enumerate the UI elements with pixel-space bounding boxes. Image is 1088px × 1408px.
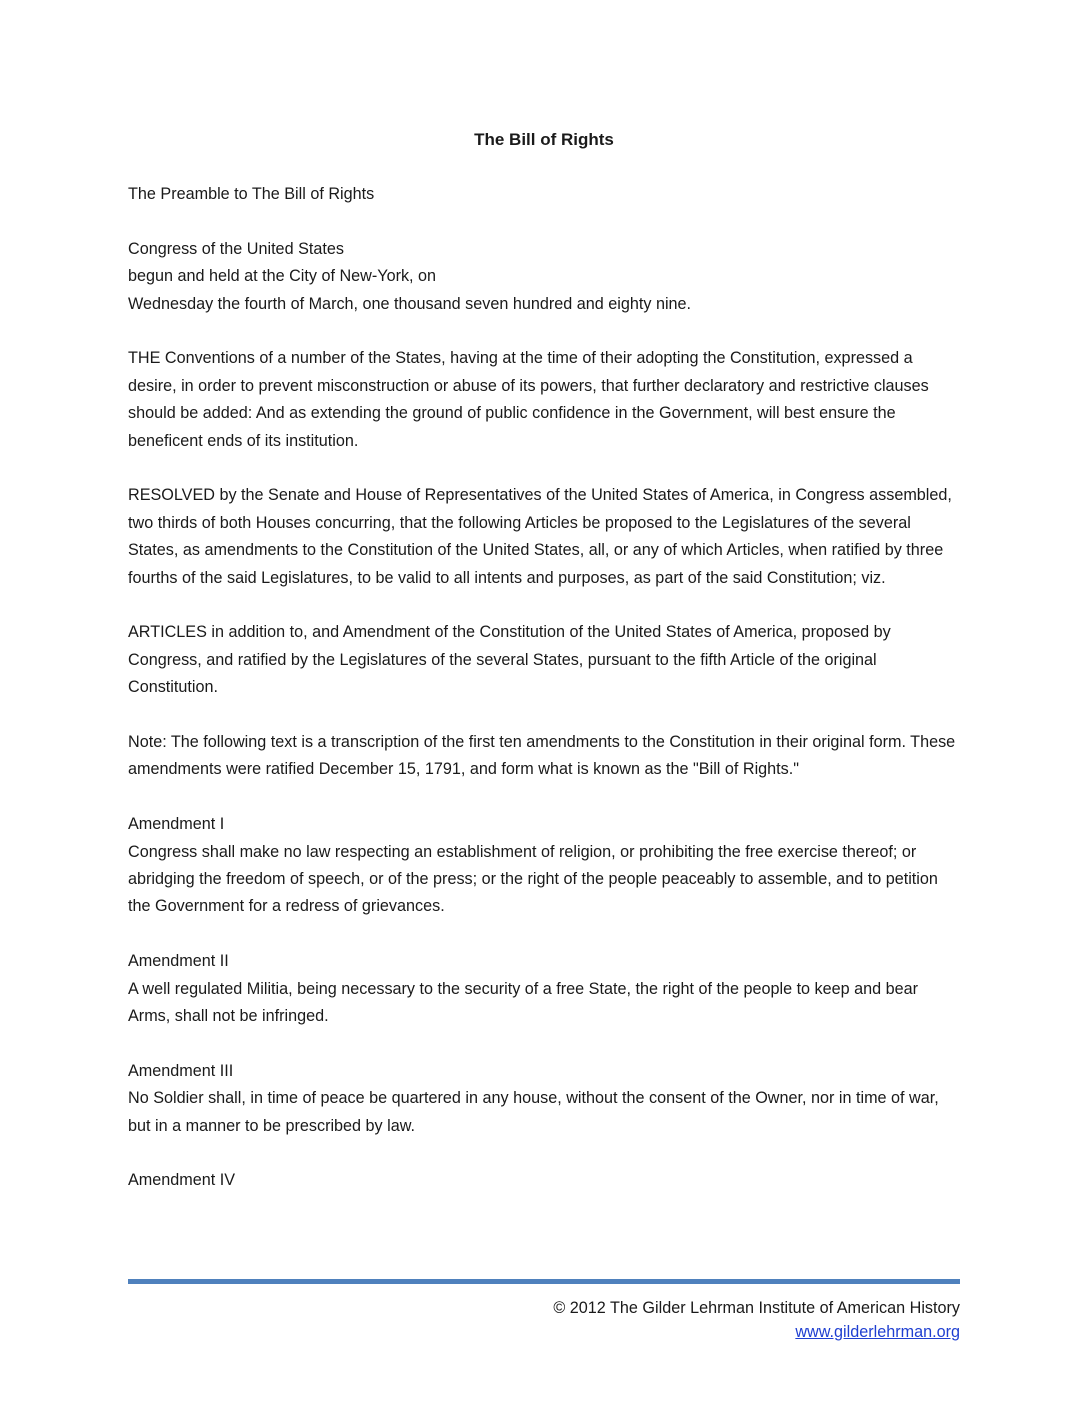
congress-line: Congress of the United States bbox=[128, 239, 344, 258]
congress-line: Wednesday the fourth of March, one thousand seven hundred and eighty nine. bbox=[128, 294, 692, 313]
amendment-block bbox=[128, 948, 960, 1030]
conventions-paragraph: THE Conventions of a number of the States, having at the time of their adopting the Constitution, expressed a desire, in order to prevent misconstruction or abuse of its powers, that further declaratory and restrictive clauses should be added: And as extending the ground of public confidence in the Government, will best ensure the beneficent ends of its institution. bbox=[128, 349, 929, 450]
congress-line: begun and held at the City of New-York, on bbox=[128, 267, 437, 286]
website-link[interactable]: www.gilderlehrman.org bbox=[795, 1323, 960, 1341]
footer-rule bbox=[128, 1279, 960, 1284]
amendment-text: A well regulated Militia, being necessary to the security of a free State, the right of the people to keep and bear Arms, shall not be infringed. bbox=[128, 979, 919, 1026]
note-paragraph: Note: The following text is a transcription of the first ten amendments to the Constitution in their original form. These amendments were ratified December 15, 1791, and form what is known as the "Bill of Rights." bbox=[128, 733, 956, 779]
document-body bbox=[128, 181, 960, 1222]
page-footer bbox=[553, 1296, 960, 1344]
document-title: The Bill of Rights bbox=[474, 130, 614, 149]
congress-block bbox=[128, 236, 960, 318]
document-page bbox=[128, 0, 960, 1408]
amendment-text: No Soldier shall, in time of peace be quartered in any house, without the consent of the Owner, nor in time of war, but in a manner to be prescribed by law. bbox=[128, 1089, 939, 1135]
preamble-heading: The Preamble to The Bill of Rights bbox=[128, 185, 375, 203]
amendment-heading: Amendment III bbox=[128, 1061, 234, 1080]
amendment-block bbox=[128, 811, 960, 921]
amendment-block bbox=[128, 1058, 960, 1140]
amendment-block bbox=[128, 1167, 960, 1194]
amendment-heading: Amendment II bbox=[128, 952, 229, 971]
resolved-paragraph: RESOLVED by the Senate and House of Representatives of the United States of America, in Congress assembled, two thirds of both Houses concurring, that the following Articles be proposed to the Legislatures of the several States, as amendments to the Constitution of the United States, all, or any of which Articles, when ratified by three fourths of the said Legislatures, to be valid to all intents and purposes, as part of the said Constitution; viz. bbox=[128, 486, 952, 587]
amendment-heading: Amendment IV bbox=[128, 1171, 236, 1190]
amendment-heading: Amendment I bbox=[128, 815, 225, 834]
copyright-text: © 2012 The Gilder Lehrman Institute of American History bbox=[553, 1299, 960, 1317]
articles-paragraph: ARTICLES in addition to, and Amendment of the Constitution of the United States of America, proposed by Congress, and ratified by the Legislatures of the several States, pursuant to the fifth Article of the original Constitution. bbox=[128, 623, 891, 697]
amendment-text: Congress shall make no law respecting an establishment of religion, or prohibiting the free exercise thereof; or abridging the freedom of speech, or of the press; or the right of the people peaceably to assemble, and to petition the Government for a redress of grievances. bbox=[128, 842, 938, 916]
